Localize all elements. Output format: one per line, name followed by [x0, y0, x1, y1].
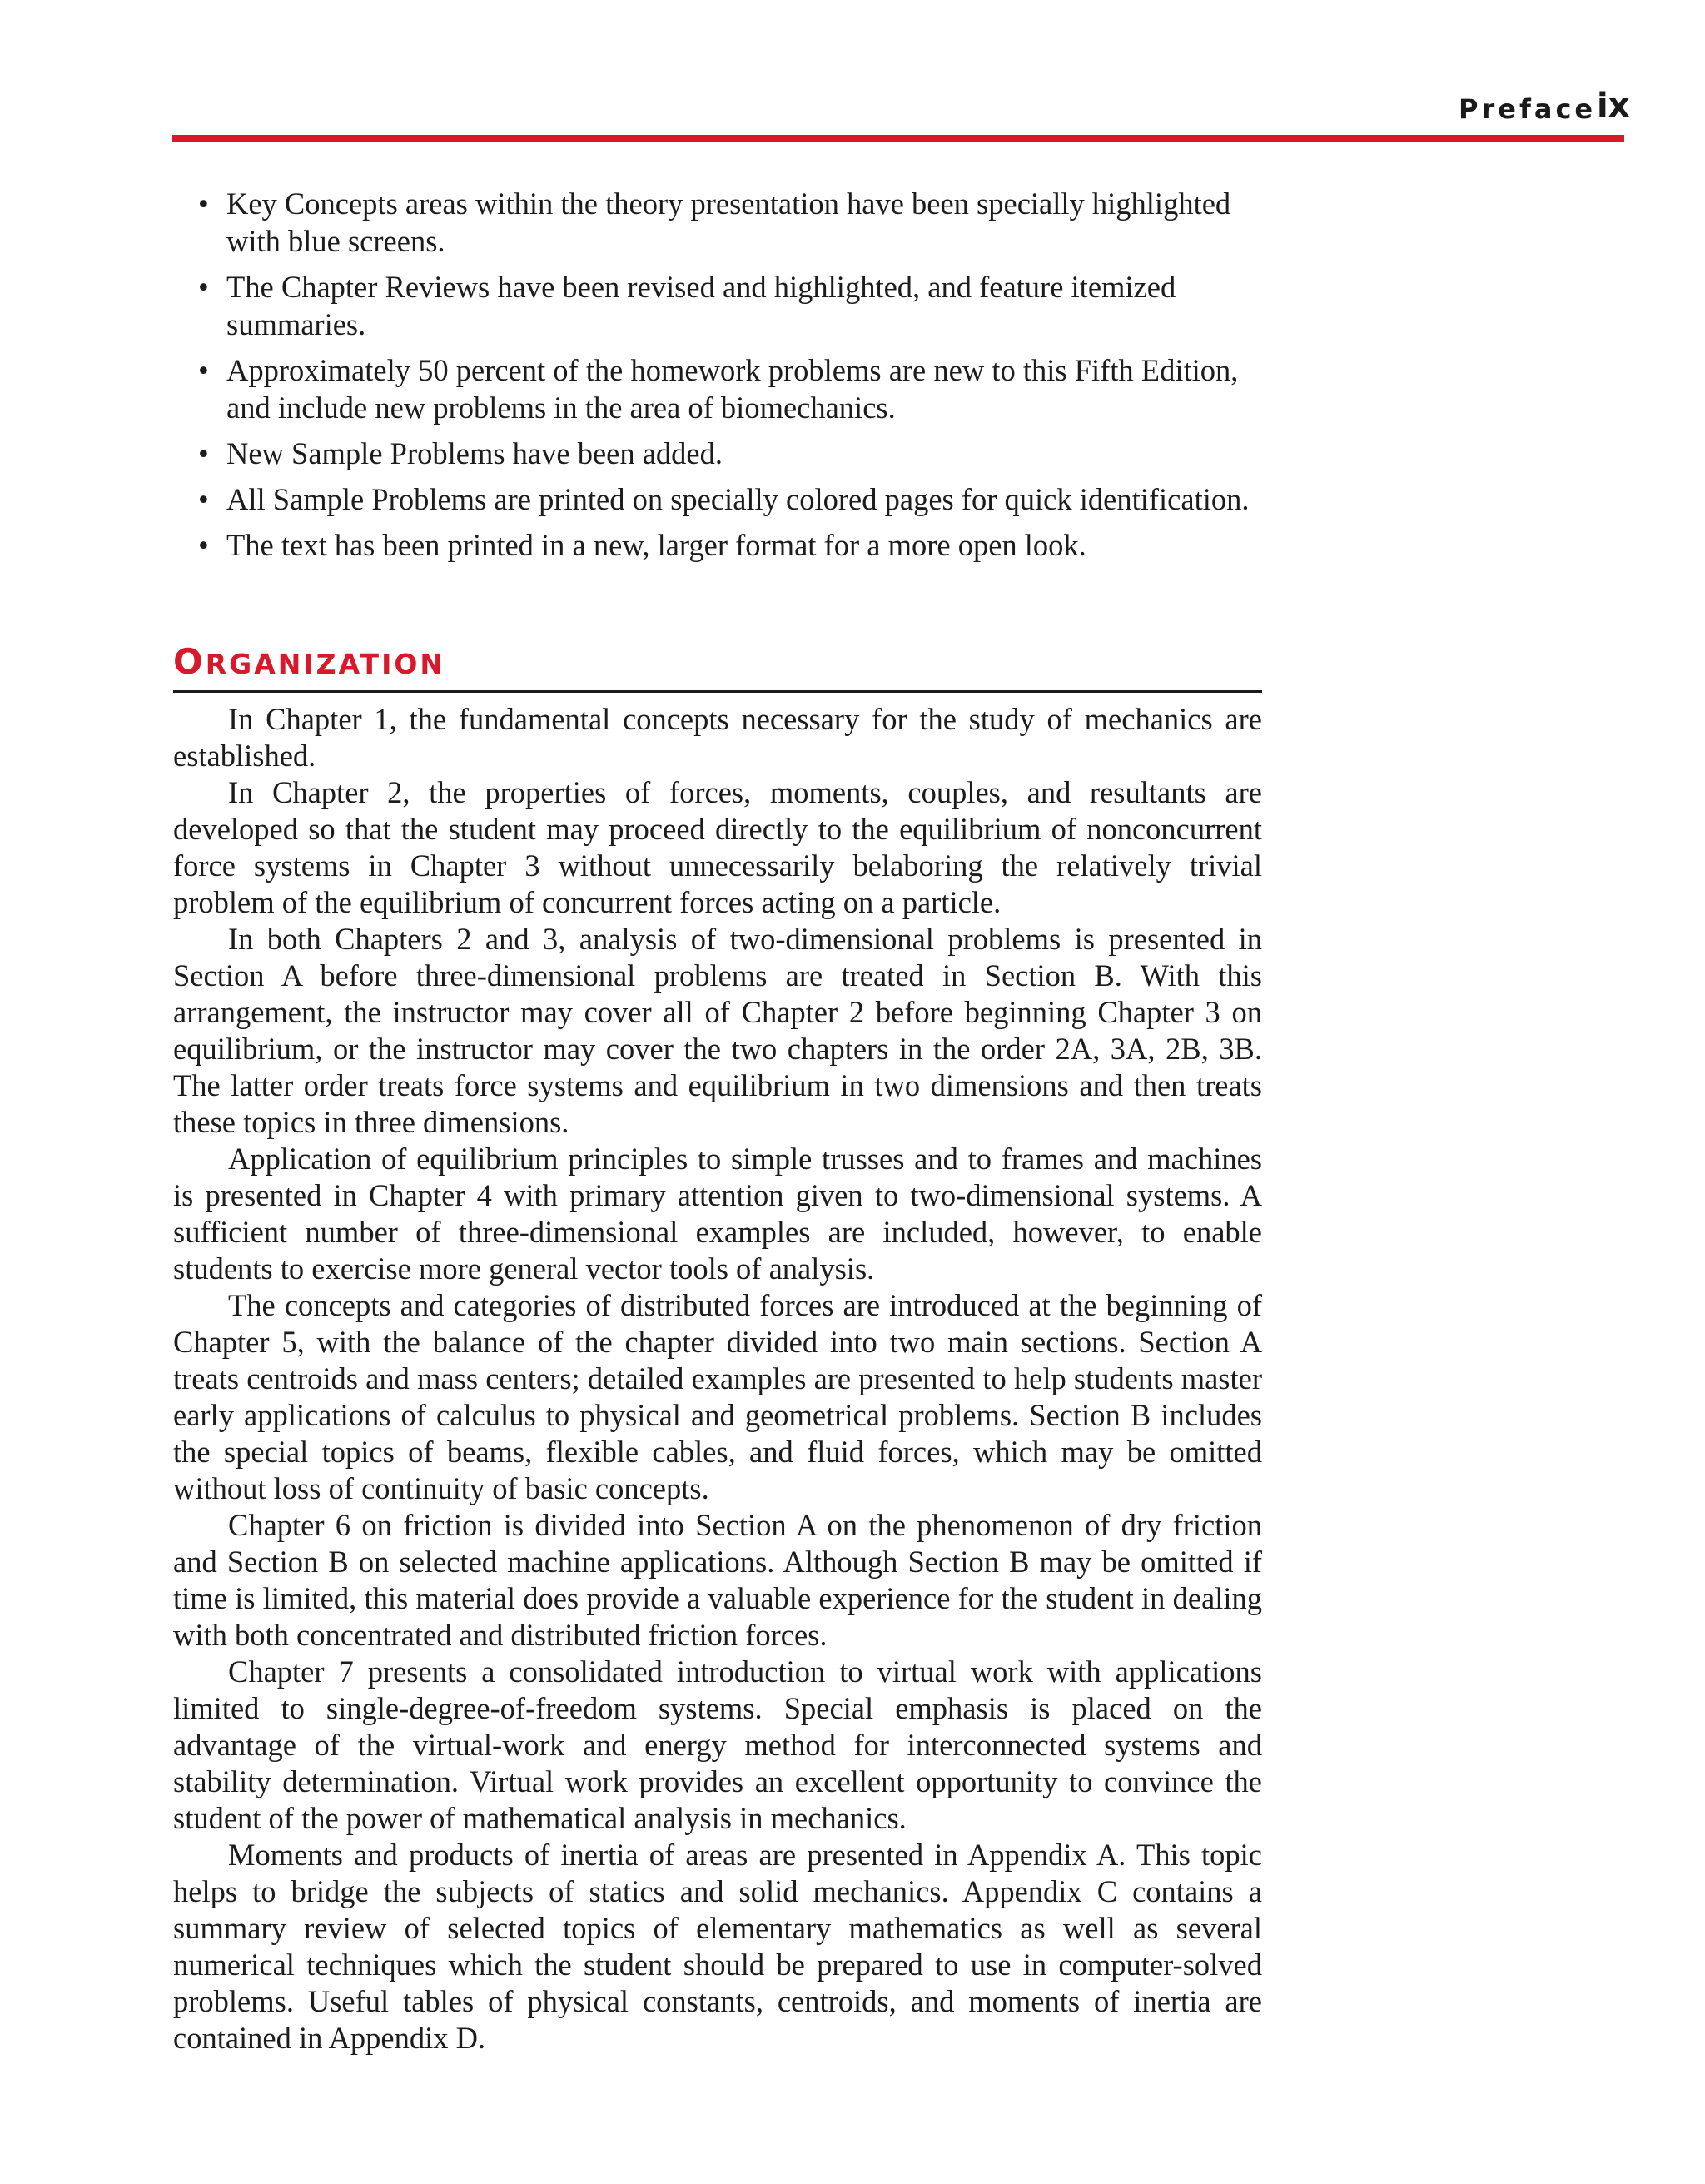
- bullet-icon: •: [198, 436, 209, 470]
- bullet-text: The Chapter Reviews have been revised and highlighted, and feature itemized summaries.: [226, 270, 1176, 341]
- bullet-item: [198, 185, 1280, 260]
- bullet-item: [198, 351, 1280, 426]
- body-paragraph: In both Chapters 2 and 3, analysis of two-dimensional problems is presented in Section A before three-dimensional problems are treated in Section B. With this arrangement, the instructor may cover all of Chapter 2 before beginning Chapter 3 on equilibrium, or the instructor may cover the two chapters in the order 2A, 3A, 2B, 3B. The latter order treats force systems and equilibrium in two dimensions and then treats these topics in three dimensions.: [173, 922, 1262, 1139]
- bullet-icon: •: [198, 270, 209, 304]
- bullet-item: [198, 526, 1280, 564]
- organization-body: [173, 701, 1262, 2057]
- bullet-text: The text has been printed in a new, larger format for a more open look.: [226, 528, 1086, 562]
- body-paragraph: In Chapter 2, the properties of forces, moments, couples, and resultants are developed so that the student may proceed directly to the equilibrium of nonconcurrent force systems in Chapter 3 without unnecessarily belaboring the relatively trivial problem of the equilibrium of concurrent forces acting on a particle.: [173, 775, 1262, 919]
- bullet-item: [198, 268, 1280, 343]
- body-paragraph: Chapter 7 presents a consolidated introduction to virtual work with applications limited to single-degree-of-freedom systems. Special emphasis is placed on the advantage of the virtual-work and energy method for interconnected systems and stability determination. Virtual work provides an excellent opportunity to convince the student of the power of mathematical analysis in mechanics.: [173, 1654, 1262, 1835]
- bullet-text: Approximately 50 percent of the homework problems are new to this Fifth Edition, and include new problems in the area of biomechanics.: [226, 353, 1239, 425]
- bullet-text: Key Concepts areas within the theory presentation have been specially highlighted with blue screens.: [226, 187, 1231, 258]
- bullet-text: All Sample Problems are printed on specially colored pages for quick identification.: [226, 482, 1250, 516]
- bullet-text: New Sample Problems have been added.: [226, 436, 723, 470]
- bullet-item: [198, 435, 1280, 472]
- header-rule: [172, 135, 1624, 142]
- section-heading-organization: [173, 643, 1262, 693]
- section-heading-rest: RGANIZATION: [205, 648, 446, 680]
- feature-bullet-list: [198, 185, 1280, 572]
- body-paragraph: In Chapter 1, the fundamental concepts necessary for the study of mechanics are established.: [173, 702, 1262, 773]
- body-paragraph: The concepts and categories of distributed forces are introduced at the beginning of Chapter 5, with the balance of the chapter divided into two main sections. Section A treats centroids and mass centers; detailed examples are presented to help students master early applications of calculus to physical and geometrical problems. Section B includes the special topics of beams, flexible cables, and fluid forces, which may be omitted without loss of continuity of basic concepts.: [173, 1288, 1262, 1505]
- body-paragraph: Moments and products of inertia of areas are presented in Appendix A. This topic helps to bridge the subjects of statics and solid mechanics. Appendix C contains a summary review of selected topics of elementary mathematics as well as several numerical techniques which the student should be prepared to use in computer-solved problems. Useful tables of physical constants, centroids, and moments of inertia are contained in Appendix D.: [173, 1838, 1262, 2055]
- page-number: ix: [1597, 87, 1630, 125]
- running-header-title: Preface: [1459, 93, 1597, 125]
- bullet-icon: •: [198, 482, 209, 516]
- bullet-icon: •: [198, 353, 209, 387]
- bullet-icon: •: [198, 528, 209, 562]
- bullet-item: [198, 480, 1280, 518]
- body-paragraph: Application of equilibrium principles to simple trusses and to frames and machines is presented in Chapter 4 with primary attention given to two-dimensional systems. A sufficient number of three-dimensional examples are included, however, to enable students to exercise more general vector tools of analysis.: [173, 1142, 1262, 1286]
- bullet-icon: •: [198, 187, 209, 221]
- section-heading-initial: O: [173, 641, 206, 682]
- body-paragraph: Chapter 6 on friction is divided into Section A on the phenomenon of dry friction and Section B on selected machine applications. Although Section B may be omitted if time is limited, this material does provide a valuable experience for the student in dealing with both concentrated and distributed friction forces.: [173, 1508, 1262, 1652]
